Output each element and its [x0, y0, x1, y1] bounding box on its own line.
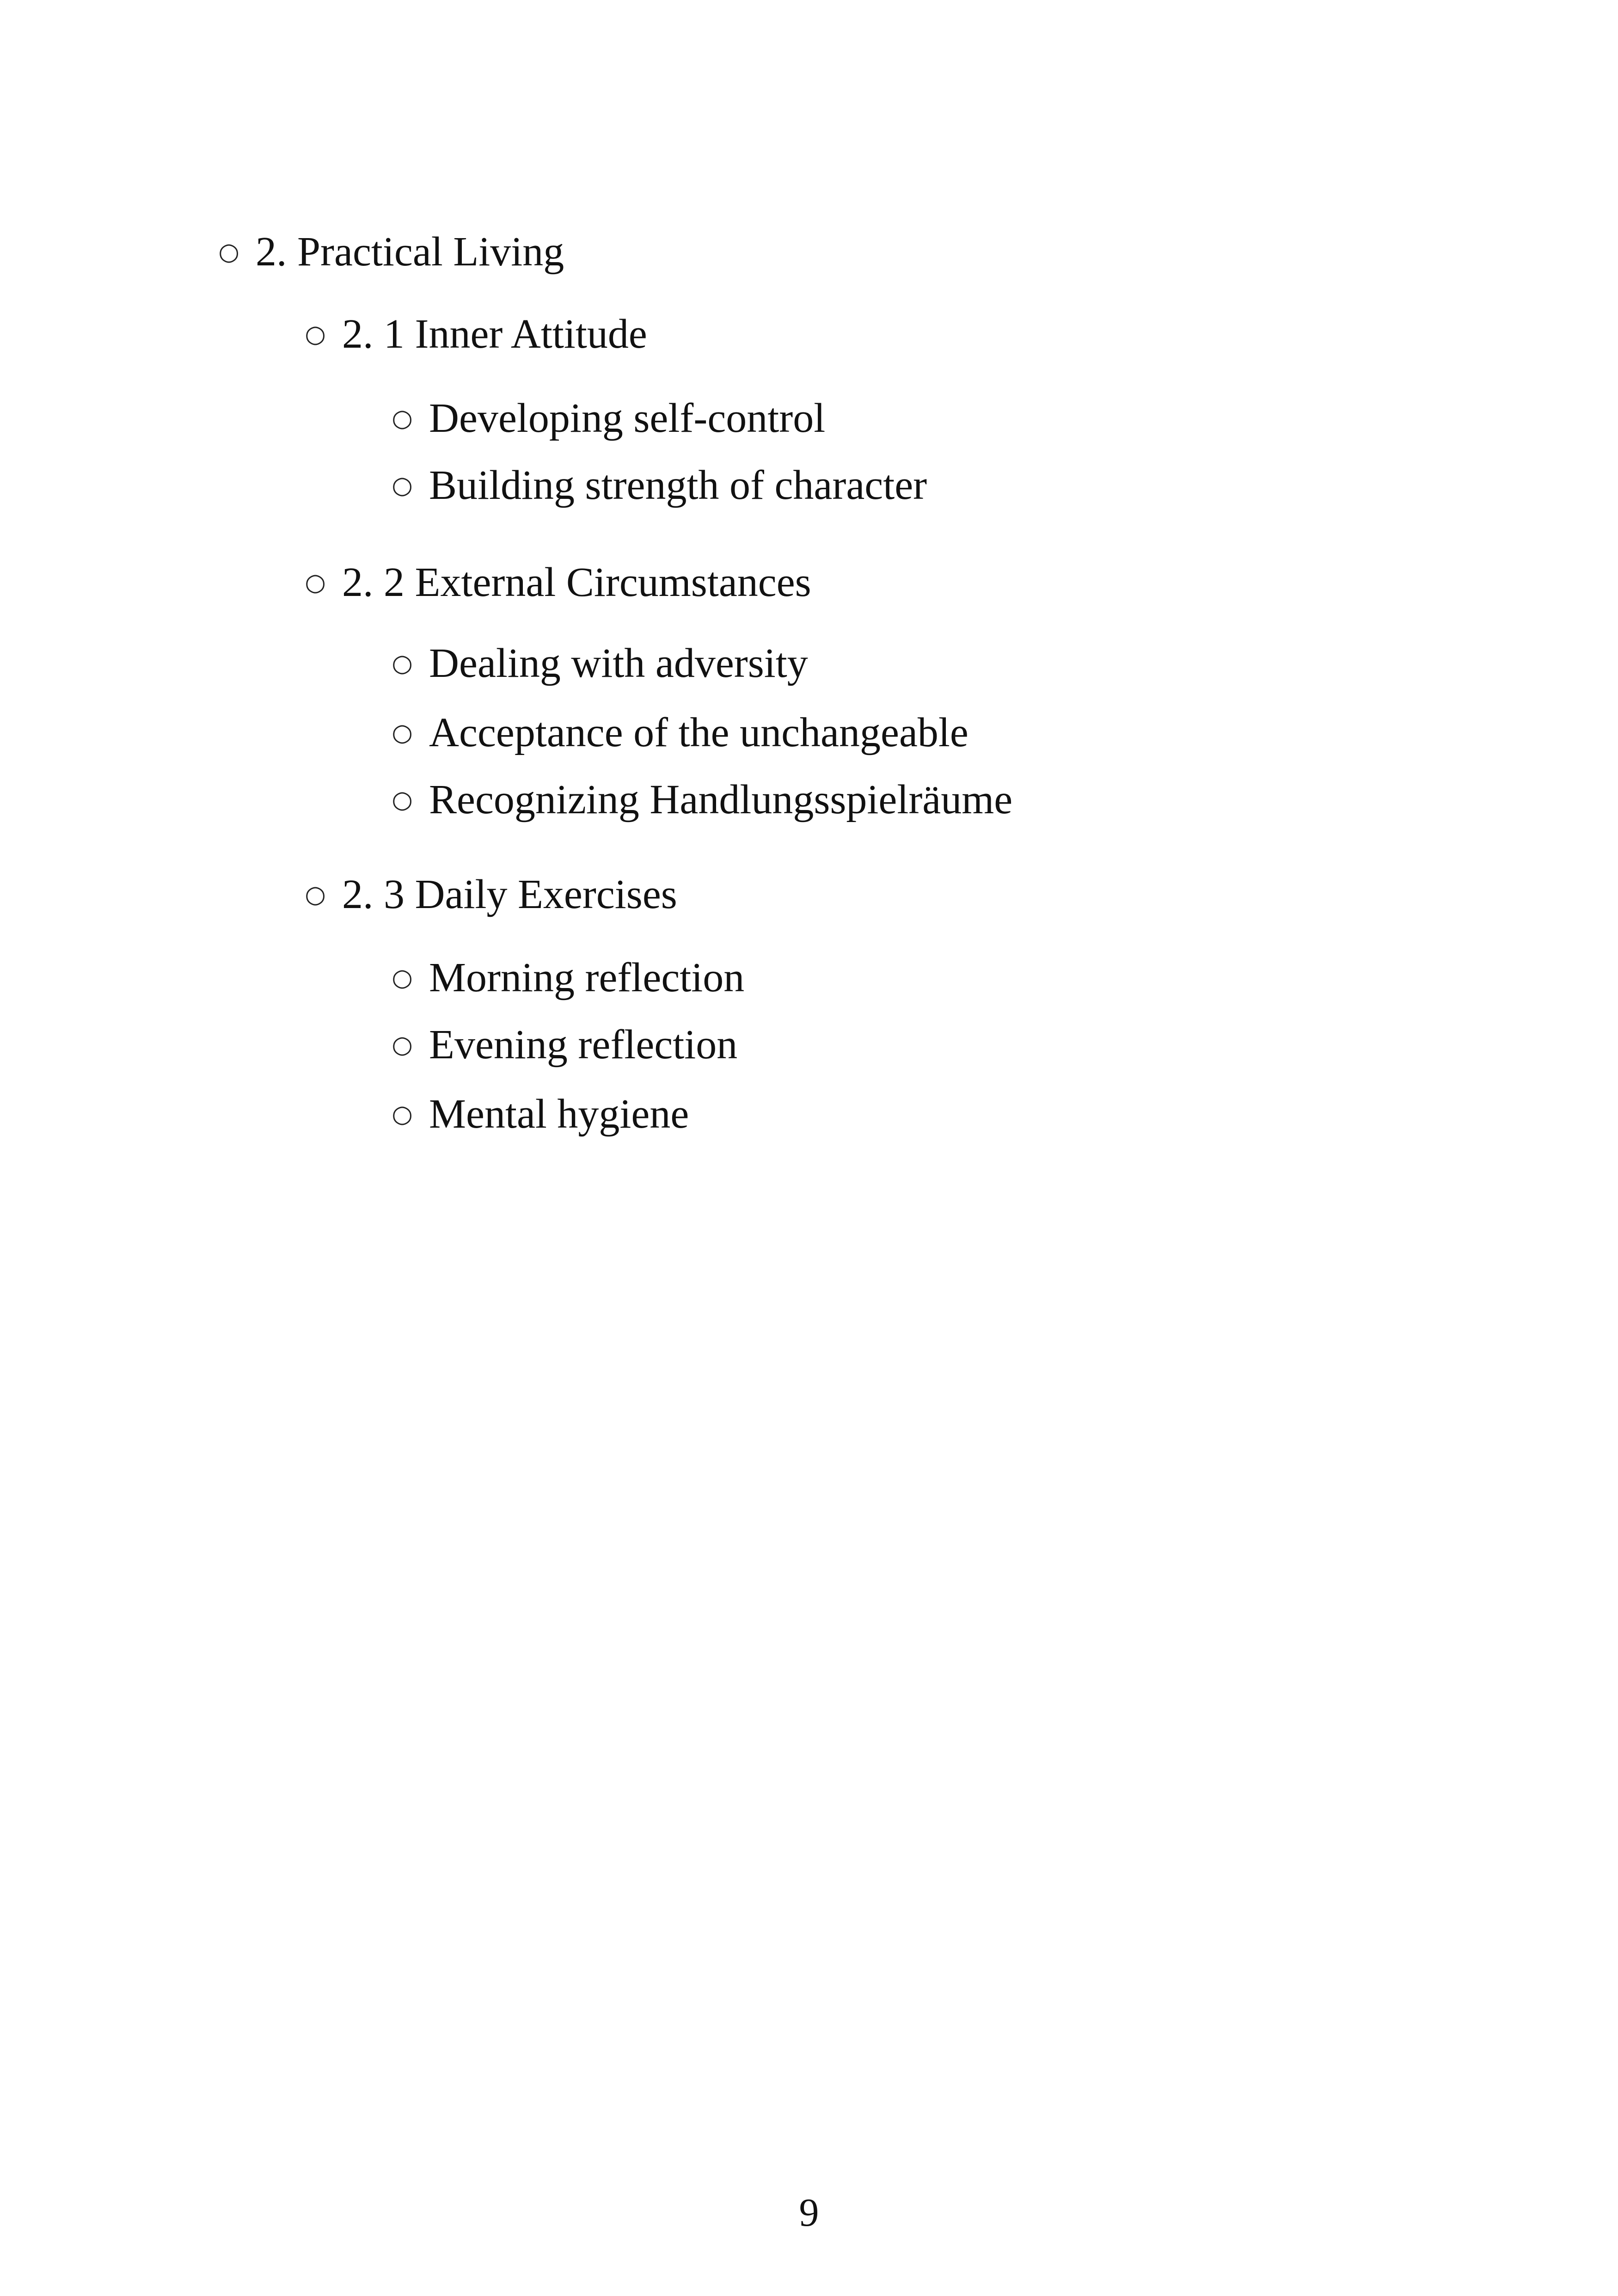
circle-bullet-icon: ○: [305, 881, 326, 909]
circle-bullet-icon: ○: [392, 786, 413, 814]
circle-bullet-icon: ○: [305, 320, 326, 348]
outline-item-label: Developing self-control: [429, 395, 826, 441]
outline-item-label: Recognizing Handlungsspielräume: [429, 777, 1013, 823]
circle-bullet-icon: ○: [392, 1031, 413, 1059]
subsection-title: 2. 3 Daily Exercises: [342, 872, 677, 917]
circle-bullet-icon: ○: [218, 238, 239, 266]
outline-item-label: Acceptance of the unchangeable: [429, 710, 968, 755]
circle-bullet-icon: ○: [392, 964, 413, 992]
circle-bullet-icon: ○: [305, 569, 326, 596]
outline-item-label: Evening reflection: [429, 1022, 738, 1068]
subsection-title: 2. 2 External Circumstances: [342, 559, 811, 605]
page-number: 9: [799, 2190, 819, 2235]
outline-item-label: Mental hygiene: [429, 1091, 689, 1137]
circle-bullet-icon: ○: [392, 1100, 413, 1128]
outline-item-label: Dealing with adversity: [429, 640, 808, 686]
outline-item-label: Building strength of character: [429, 462, 927, 508]
circle-bullet-icon: ○: [392, 472, 413, 499]
subsection-title: 2. 1 Inner Attitude: [342, 311, 647, 357]
section-title: 2. Practical Living: [256, 229, 564, 275]
circle-bullet-icon: ○: [392, 719, 413, 747]
circle-bullet-icon: ○: [392, 405, 413, 432]
circle-bullet-icon: ○: [392, 650, 413, 677]
outline-item-label: Morning reflection: [429, 955, 745, 1001]
